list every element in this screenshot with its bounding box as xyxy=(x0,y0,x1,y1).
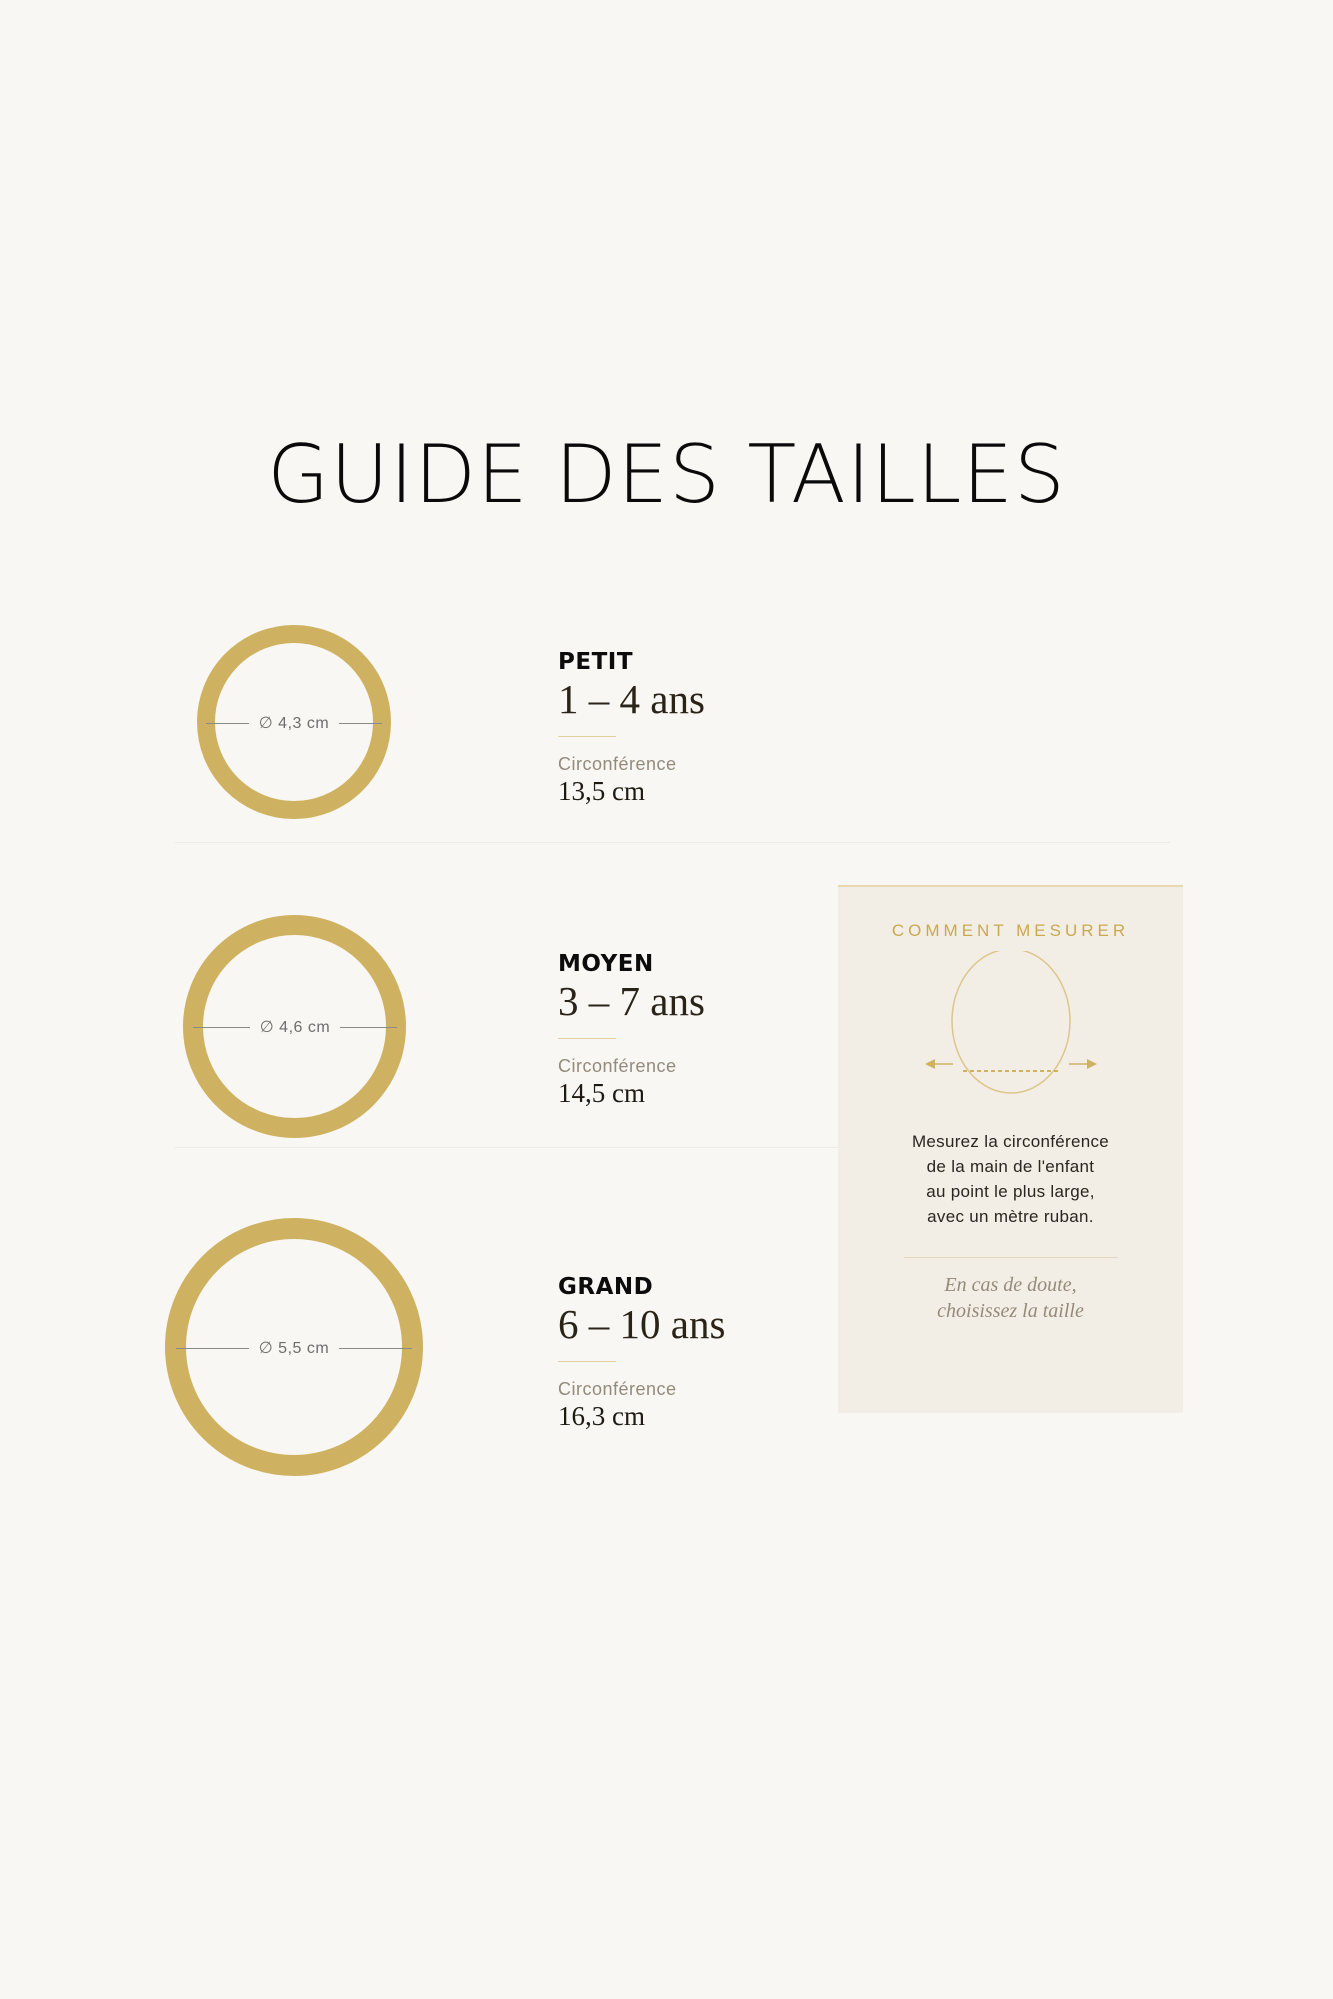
dimension-line xyxy=(339,1348,412,1349)
diameter-indicator-small xyxy=(206,713,382,733)
age-range: 6 – 10 ans xyxy=(558,1301,726,1347)
row-separator xyxy=(175,842,1170,843)
divider xyxy=(558,1038,616,1039)
arrow-left-icon xyxy=(925,1059,953,1069)
diameter-label: ∅ 4,3 cm xyxy=(258,715,330,732)
size-name: GRAND xyxy=(558,1274,654,1300)
advice-note xyxy=(838,1272,1183,1324)
instruction-line: Mesurez la circonférence xyxy=(911,1132,1110,1151)
note-line: choisissez la taille xyxy=(937,1300,1084,1322)
dimension-line xyxy=(206,723,249,724)
circumference-label: Circonférence xyxy=(558,1056,677,1076)
instruction-line: avec un mètre ruban. xyxy=(927,1207,1094,1226)
divider xyxy=(904,1257,1118,1258)
circumference-value: 14,5 cm xyxy=(558,1078,645,1108)
size-info-large xyxy=(558,1273,725,1432)
hand-measure-icon xyxy=(921,951,1101,1111)
dimension-line xyxy=(339,723,382,724)
size-name: MOYEN xyxy=(558,951,654,977)
size-name: PETIT xyxy=(558,649,634,675)
dimension-line xyxy=(340,1027,397,1028)
circumference-value: 16,3 cm xyxy=(558,1401,645,1431)
age-range: 1 – 4 ans xyxy=(558,676,705,722)
circumference-label: Circonférence xyxy=(558,1379,677,1399)
circumference-label: Circonférence xyxy=(558,754,677,774)
how-to-measure-heading: COMMENT MESURER xyxy=(891,921,1130,940)
hand-outline-icon xyxy=(952,951,1070,1093)
how-to-measure-card xyxy=(838,885,1183,1413)
arrow-right-icon xyxy=(1069,1059,1097,1069)
diameter-label: ∅ 5,5 cm xyxy=(258,1340,330,1357)
divider xyxy=(558,736,616,737)
instruction-line: de la main de l'enfant xyxy=(926,1157,1095,1176)
page-title: GUIDE DES TAILLES xyxy=(267,428,1066,521)
age-range: 3 – 7 ans xyxy=(558,978,705,1024)
dimension-line xyxy=(176,1348,249,1349)
note-line: En cas de doute, xyxy=(944,1274,1077,1296)
diameter-indicator-large xyxy=(176,1338,412,1358)
circumference-value: 13,5 cm xyxy=(558,776,645,806)
divider xyxy=(558,1361,616,1362)
instruction-line: au point le plus large, xyxy=(926,1182,1095,1201)
size-info-medium xyxy=(558,950,705,1109)
diameter-indicator-medium xyxy=(193,1017,397,1037)
diameter-label: ∅ 4,6 cm xyxy=(259,1019,331,1036)
instructions-text xyxy=(838,1129,1183,1229)
row-separator xyxy=(175,1147,838,1148)
dimension-line xyxy=(193,1027,250,1028)
size-info-small xyxy=(558,648,705,807)
